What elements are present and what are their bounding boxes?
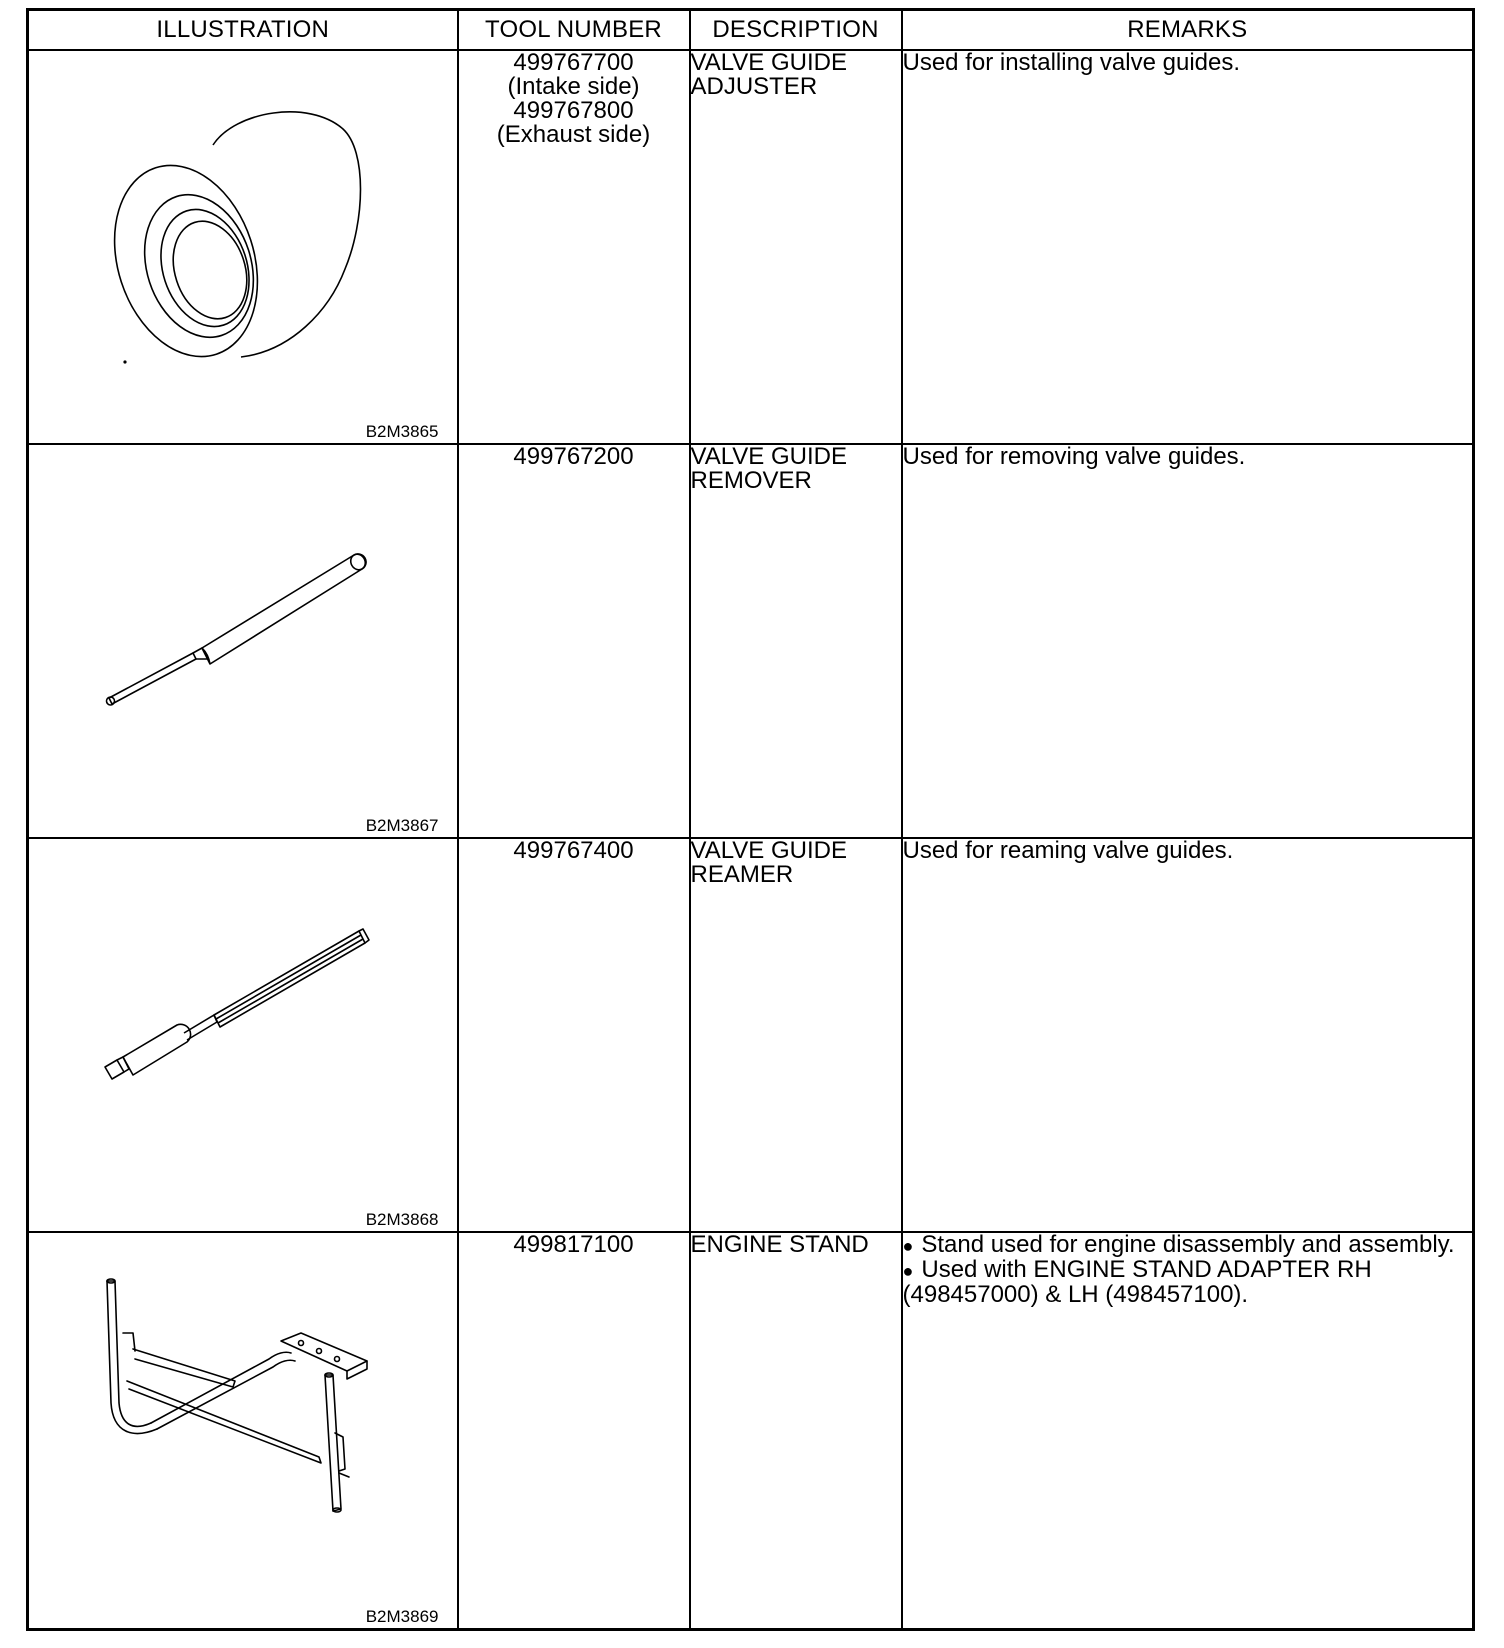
header-row [28, 10, 1474, 51]
bullet-icon: ● [902, 1261, 914, 1282]
remarks-text: Used with ENGINE STAND ADAPTER RH (498457000) & LH (498457100). [902, 1256, 1372, 1309]
table-row [28, 444, 1474, 838]
description-cell [690, 838, 902, 1232]
remarks-text: Used for installing valve guides. [902, 49, 1241, 76]
tool-number-line: (Intake side) [507, 73, 640, 100]
header-description: DESCRIPTION [690, 10, 902, 51]
illustration-code: B2M3865 [365, 422, 439, 442]
illustration-cell [28, 1232, 458, 1629]
description-line: VALVE GUIDE [690, 837, 847, 865]
illustration-code: B2M3867 [365, 816, 439, 836]
illustration-cell [28, 838, 458, 1232]
tool-number-line: 499817100 [513, 1231, 634, 1259]
table-row [28, 1232, 1474, 1629]
bullet-icon: ● [902, 1236, 914, 1257]
illustration-code: B2M3869 [365, 1607, 439, 1626]
tool-number-cell [458, 838, 690, 1232]
description-line: ADJUSTER [690, 73, 818, 100]
remarks-text: Stand used for engine disassembly and assembly. [921, 1231, 1455, 1259]
description-line: REMOVER [690, 467, 812, 495]
description-line: REAMER [690, 861, 794, 889]
header-remarks: REMARKS [902, 10, 1474, 51]
illustration-cell [28, 50, 458, 444]
header-illustration: ILLUSTRATION [28, 10, 458, 51]
description-line: ENGINE STAND [690, 1231, 869, 1259]
valve-guide-reamer-icon [29, 839, 457, 1229]
tool-number-cell [458, 444, 690, 838]
remarks-cell [902, 838, 1474, 1232]
remarks-cell [902, 444, 1474, 838]
remarks-bullet-item [903, 1258, 1473, 1307]
remarks-cell [902, 1232, 1474, 1629]
valve-guide-adjuster-icon [29, 51, 457, 441]
remarks-bullet-item [903, 1233, 1473, 1258]
description-cell [690, 1232, 902, 1629]
description-cell [690, 444, 902, 838]
remarks-cell [902, 50, 1474, 444]
remarks-text: Used for removing valve guides. [902, 443, 1246, 471]
special-tools-table [26, 8, 1475, 1631]
remarks-text: Used for reaming valve guides. [902, 837, 1234, 865]
tool-number-line: 499767400 [513, 837, 634, 865]
tool-number-line: 499767700 [513, 49, 634, 76]
header-tool-number: TOOL NUMBER [458, 10, 690, 51]
tool-number-line: (Exhaust side) [496, 121, 651, 148]
description-line: VALVE GUIDE [690, 49, 847, 76]
tool-number-line: 499767200 [513, 443, 634, 471]
illustration-code: B2M3868 [365, 1210, 439, 1230]
engine-stand-icon [29, 1233, 457, 1626]
tool-number-cell [458, 1232, 690, 1629]
description-line: VALVE GUIDE [690, 443, 847, 471]
tool-number-cell [458, 50, 690, 444]
table-row [28, 50, 1474, 444]
table-row [28, 838, 1474, 1232]
illustration-cell [28, 444, 458, 838]
tool-number-line: 499767800 [513, 97, 634, 124]
valve-guide-remover-icon [29, 445, 457, 835]
description-cell [690, 50, 902, 444]
